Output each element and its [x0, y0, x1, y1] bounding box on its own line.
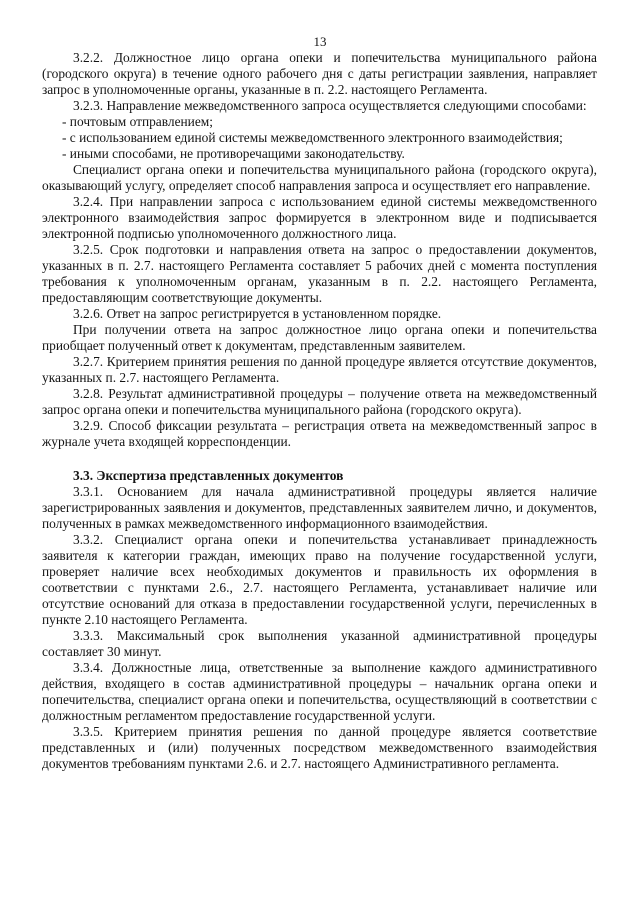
paragraph-3-2-8: 3.2.8. Результат административной процедуры – получение ответа на межведомственный запрос органа опеки и попечительства муниципального района (городского округа). — [42, 386, 597, 417]
list-item-mail: - почтовым отправлением; — [62, 114, 213, 129]
section-heading: 3.3. Экспертиза представленных документов — [73, 468, 344, 483]
paragraph-3-2-6: 3.2.6. Ответ на запрос регистрируется в установленном порядке. — [73, 306, 442, 321]
paragraph-3-3-5: 3.3.5. Критерием принятия решения по данной процедуре является соответствие представленных и (или) полученных посредством межведомственного взаимодействия документов требованиям пунктами 2.6. и 2.7. настоящего Административного регламента. — [42, 724, 597, 771]
list-item-electronic: - с использованием единой системы межведомственного электронного взаимодействия; — [62, 130, 563, 145]
paragraph-response: При получении ответа на запрос должностное лицо органа опеки и попечительства приобщает полученный ответ к документам, представленным заявителем. — [42, 322, 597, 353]
paragraph-3-2-2: 3.2.2. Должностное лицо органа опеки и попечительства муниципального района (городского округа) в течение одного рабочего дня с даты регистрации заявления, направляет запрос в уполномоченные органы, указанные в п. 2.2. настоящего Регламента. — [42, 50, 597, 97]
paragraph-3-2-4: 3.2.4. При направлении запроса с использованием единой системы межведомственного электронного взаимодействия запрос формируется в электронном виде и подписывается электронной подписью уполномоченного должностного лица. — [42, 194, 597, 241]
list-item-other: - иными способами, не противоречащими законодательству. — [62, 146, 405, 161]
paragraph-3-3-2: 3.3.2. Специалист органа опеки и попечительства устанавливает принадлежность заявителя к категории граждан, имеющих право на получение государственной услуги, проверяет наличие всех необходимых документов и правильность их оформления в соответствии с пунктами 2.6., 2.7. настоящего Регламента, устанавливает наличие или отсутствие оснований для отказа в предоставлении государственной услуги, перечисленных в пункте 2.10 настоящего Регламента. — [42, 532, 597, 627]
paragraph-3-2-5: 3.2.5. Срок подготовки и направления ответа на запрос о предоставлении документов, указанных в п. 2.7. настоящего Регламента составляет 5 рабочих дней с момента поступления требования к уполномоченным органам, указанным в п. 2.2. настоящего Регламента, предоставляющим соответствующие документы. — [42, 242, 597, 305]
page-number: 13 — [313, 34, 327, 49]
paragraph-specialist: Специалист органа опеки и попечительства муниципального района (городского округа), оказывающий услугу, определяет способ направления запроса и осуществляет его направление. — [42, 162, 597, 193]
paragraph-3-3-3: 3.3.3. Максимальный срок выполнения указанной административной процедуры составляет 30 минут. — [42, 628, 597, 659]
paragraph-3-3-1: 3.3.1. Основанием для начала административной процедуры является наличие зарегистрированных заявления и документов, представленных заявителем лично, и документов, полученных в рамках межведомственного информационного взаимодействия. — [42, 484, 597, 531]
paragraph-3-2-9: 3.2.9. Способ фиксации результата – регистрация ответа на межведомственный запрос в журнале учета входящей корреспонденции. — [42, 418, 597, 449]
paragraph-3-3-4: 3.3.4. Должностные лица, ответственные за выполнение каждого административного действия, входящего в состав административной процедуры – начальник органа опеки и попечительства, специалист органа опеки и попечительства, осуществляющий в соответствии с должностным регламентом предоставление государственной услуги. — [42, 660, 597, 723]
page-body — [42, 50, 597, 772]
paragraph-3-2-7: 3.2.7. Критерием принятия решения по данной процедуре является отсутствие документов, указанных п. 2.7. настоящего Регламента. — [42, 354, 597, 385]
paragraph-3-2-3: 3.2.3. Направление межведомственного запроса осуществляется следующими способами: — [73, 98, 587, 113]
